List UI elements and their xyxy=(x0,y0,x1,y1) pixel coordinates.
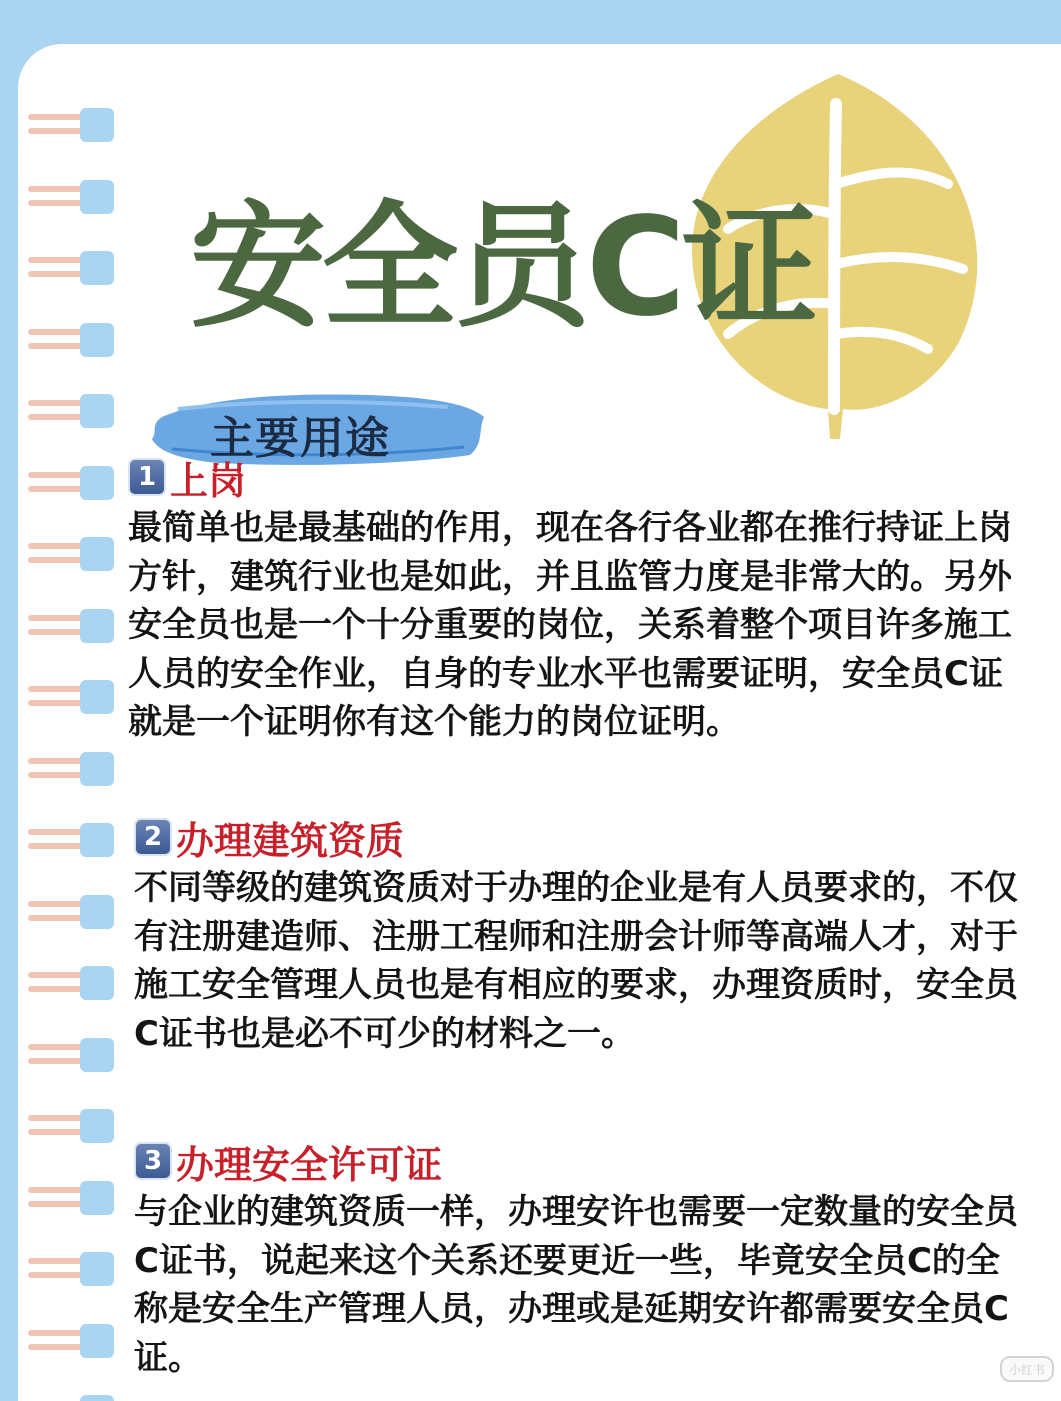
page-title: 安全员C证 xyxy=(190,189,814,347)
section-heading: 办理安全许可证 xyxy=(176,1142,443,1187)
watermark-logo: 小红书 xyxy=(1000,1356,1054,1382)
banner-label: 主要用途 xyxy=(210,413,390,464)
spiral-binding xyxy=(18,104,118,1401)
section-body: 与企业的建筑资质一样，办理安许也需要一定数量的安全员C证书，说起来这个关系还要更近一些，毕竟安全员C的全称是安全生产管理人员，办理或是延期安许都需要安全员C证。 xyxy=(134,1192,1018,1378)
binding-ring xyxy=(18,104,118,144)
binding-ring xyxy=(18,1320,118,1360)
binding-ring xyxy=(18,176,118,216)
section-heading: 上岗 xyxy=(170,458,247,503)
binding-ring xyxy=(18,1177,118,1217)
binding-ring xyxy=(18,891,118,931)
binding-ring xyxy=(18,605,118,645)
binding-ring xyxy=(18,390,118,430)
binding-ring xyxy=(18,1105,118,1145)
section-1 xyxy=(128,452,1028,747)
binding-ring xyxy=(18,319,118,359)
section-body: 不同等级的建筑资质对于办理的企业是有人员要求的，不仅有注册建造师、注册工程师和注册会计师等高端人才，对于施工安全管理人员也是有相应的要求，办理资质时，安全员C证书也是必不可少的材料之一。 xyxy=(134,868,1018,1054)
section-heading: 办理建筑资质 xyxy=(176,818,405,863)
section-2 xyxy=(134,812,1034,1058)
number-2-badge: 2 xyxy=(134,818,172,856)
number-1-badge: 1 xyxy=(128,458,166,496)
binding-ring xyxy=(18,1248,118,1288)
binding-ring xyxy=(18,533,118,573)
binding-ring xyxy=(18,819,118,859)
binding-ring xyxy=(18,748,118,788)
section-body: 最简单也是最基础的作用，现在各行各业都在推行持证上岗方针，建筑行业也是如此，并且监管力度是非常大的。另外安全员也是一个十分重要的岗位，关系着整个项目许多施工人员的安全作业，自身的专业水平也需要证明，安全员C证就是一个证明你有这个能力的岗位证明。 xyxy=(128,508,1012,742)
binding-ring xyxy=(18,1034,118,1074)
number-3-badge: 3 xyxy=(134,1142,172,1180)
binding-ring xyxy=(18,1391,118,1401)
binding-ring xyxy=(18,247,118,287)
section-3 xyxy=(134,1136,1034,1382)
binding-ring xyxy=(18,462,118,502)
binding-ring xyxy=(18,962,118,1002)
binding-ring xyxy=(18,676,118,716)
